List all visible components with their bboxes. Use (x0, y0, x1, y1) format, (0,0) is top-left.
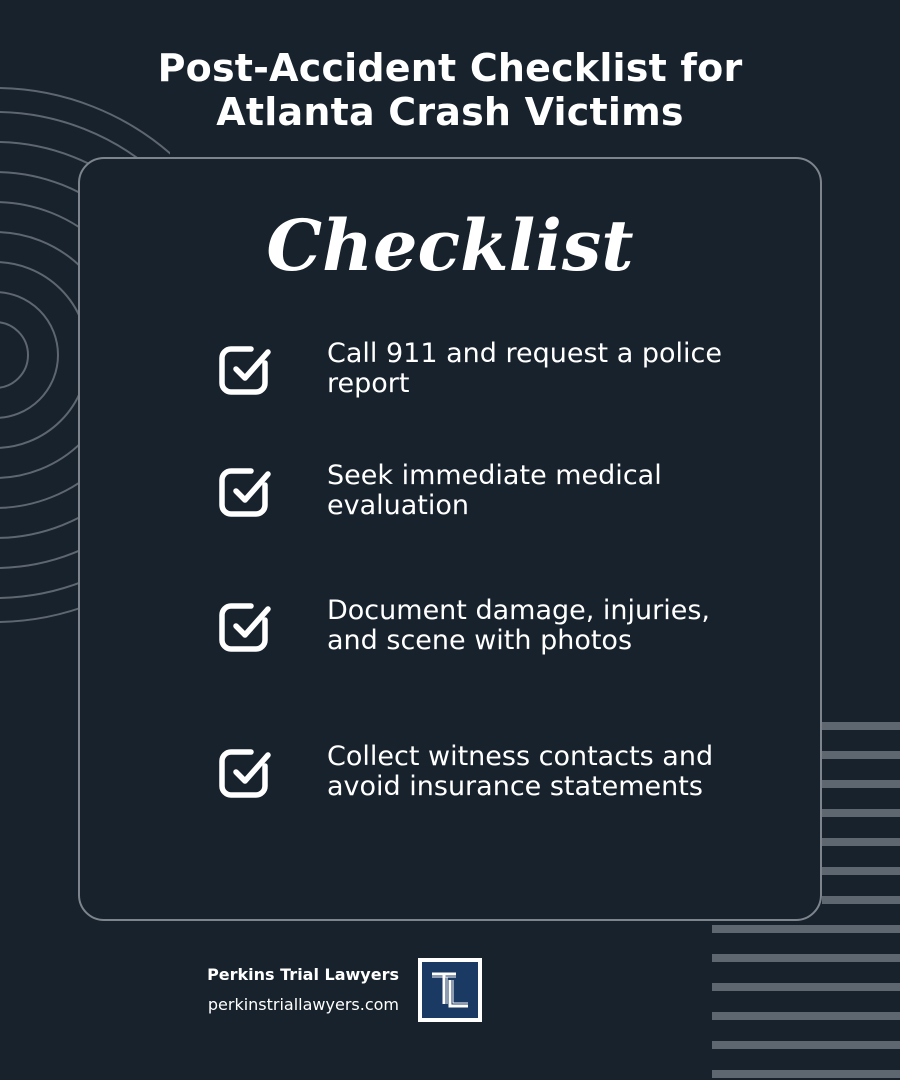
logo-mark (422, 962, 478, 1018)
checkbox-checked-icon (215, 339, 275, 399)
checkbox-checked-icon (215, 596, 275, 656)
checklist-item-text: Call 911 and request a police report (327, 338, 722, 399)
page-title (0, 46, 900, 134)
checkbox-checked-icon (215, 461, 275, 521)
title-line-2: Atlanta Crash Victims (216, 90, 684, 134)
tl-monogram-logo-icon (418, 958, 482, 1022)
checkbox-checked-icon (215, 742, 275, 802)
checklist-item-text: Collect witness contacts and avoid insurance statements (327, 741, 714, 802)
checklist-heading: Checklist (266, 204, 634, 287)
firm-name: Perkins Trial Lawyers (207, 965, 399, 984)
checklist-item-text: Seek immediate medical evaluation (327, 460, 662, 521)
footer (0, 958, 900, 1024)
title-line-1: Post-Accident Checklist for (157, 46, 743, 90)
checklist-card (78, 157, 822, 921)
firm-url: perkinstriallawyers.com (207, 995, 399, 1014)
checklist-item-text: Document damage, injuries, and scene with photos (327, 595, 710, 656)
